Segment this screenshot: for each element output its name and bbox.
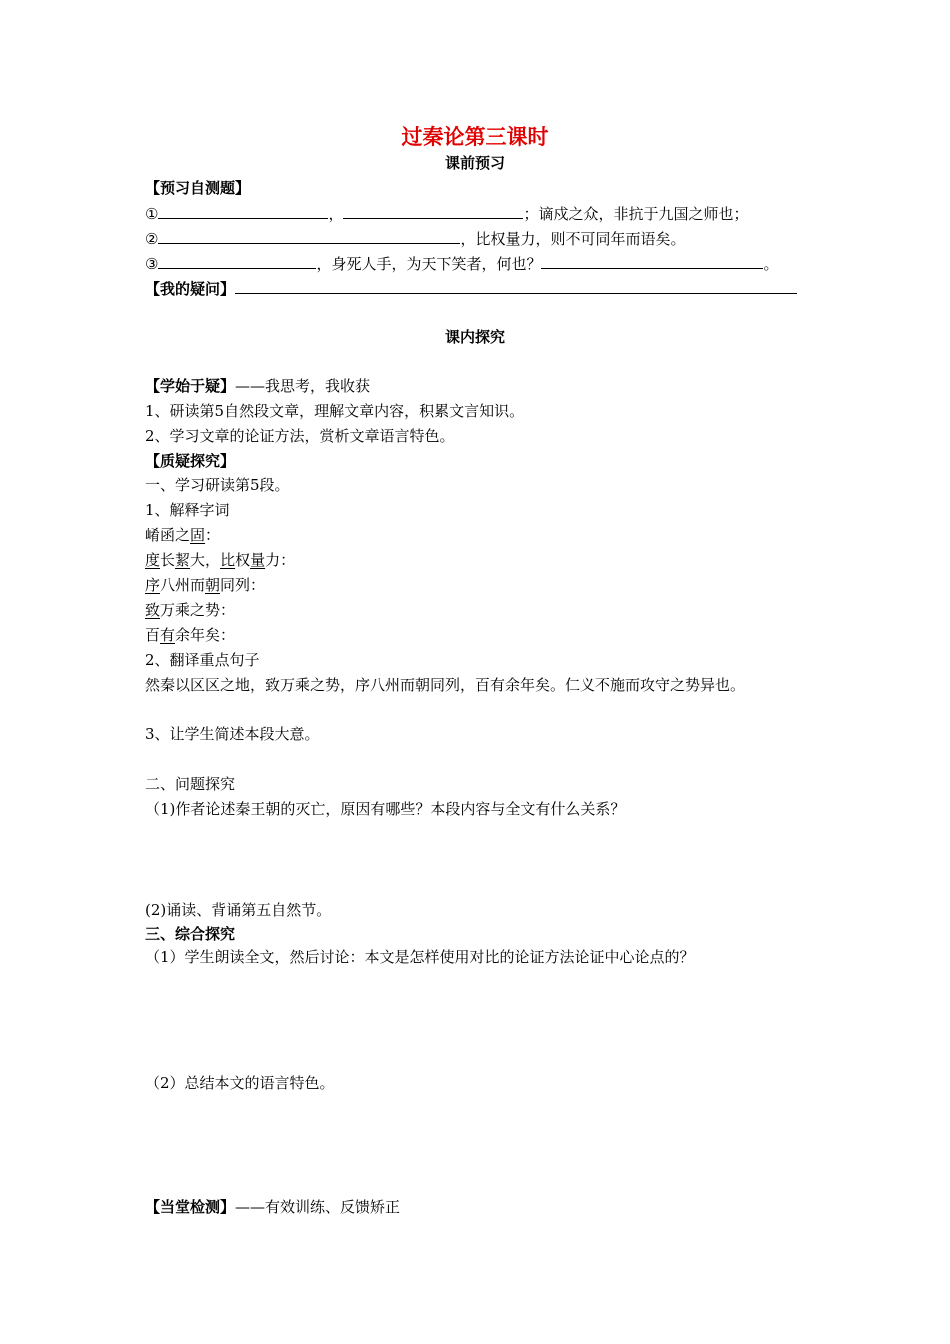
keyword: 有 — [160, 626, 176, 644]
pre-class-heading: 课前预习 — [444, 154, 505, 172]
answer-blank[interactable] — [158, 253, 316, 269]
answer-blank[interactable] — [343, 203, 523, 219]
question-3-1: （1）学生朗读全文，然后讨论：本文是怎样使用对比的论证方法论证中心论点的？ — [145, 948, 695, 966]
word-text: 大， — [190, 551, 221, 569]
keyword: 序 — [145, 576, 161, 594]
q1-separator: ， — [328, 205, 344, 223]
fill-line-1 — [145, 203, 748, 224]
answer-blank[interactable] — [235, 278, 797, 294]
q3-end: 。 — [763, 255, 779, 273]
keyword: 絜 — [175, 551, 191, 569]
question-3-2: （2）总结本文的语言特色。 — [145, 1074, 335, 1092]
key-sentence: 然秦以区区之地，致万乘之势，序八州而朝同列，百有余年矣。仁义不施而攻守之势异也。 — [145, 676, 746, 694]
section-1-heading: 一、学习研读第5段。 — [145, 476, 290, 494]
word-text: 同列： — [220, 576, 266, 594]
word-text: 崤函之 — [145, 526, 191, 544]
q1-text: ；谪戍之众，非抗于九国之师也； — [523, 205, 749, 223]
word-text: 八州而 — [160, 576, 206, 594]
question-2-2: (2)诵读、背诵第五自然节。 — [145, 901, 332, 919]
word-item-5 — [145, 625, 235, 645]
check-line — [145, 1197, 400, 1217]
in-class-heading: 课内探究 — [444, 328, 505, 346]
goal-1: 1、研读第5自然段文章，理解文章内容，积累文言知识。 — [145, 402, 525, 420]
self-test-label: 【预习自测题】 — [145, 179, 251, 197]
section-3-heading: 三、综合探究 — [145, 925, 236, 943]
word-text: 权 — [235, 551, 251, 569]
keyword: 量 — [250, 551, 266, 569]
word-item-3 — [145, 575, 265, 595]
keyword: 固 — [190, 526, 206, 544]
learn-subtitle: ——我思考，我收获 — [235, 377, 371, 395]
keyword: 致 — [145, 601, 161, 619]
my-question-line — [145, 278, 797, 299]
page-title: 过秦论第三课时 — [401, 124, 549, 149]
word-item-2 — [145, 550, 295, 570]
summary-task: 3、让学生简述本段大意。 — [145, 725, 320, 743]
word-text: ： — [205, 526, 221, 544]
q3-text: ，身死人手，为天下笑者，何也？ — [316, 255, 542, 273]
word-item-1 — [145, 525, 220, 545]
word-item-4 — [145, 600, 235, 620]
translate-heading: 2、翻译重点句子 — [145, 651, 260, 669]
learn-line — [145, 376, 370, 396]
q1-number: ① — [145, 205, 159, 223]
q2-number: ② — [145, 230, 159, 248]
q3-number: ③ — [145, 255, 159, 273]
my-question-label: 【我的疑问】 — [145, 280, 236, 298]
fill-line-3 — [145, 253, 778, 274]
word-text: 百 — [145, 626, 161, 644]
keyword: 度 — [145, 551, 161, 569]
question-2-1: （1)作者论述秦王朝的灭亡，原因有哪些？本段内容与全文有什么关系？ — [145, 800, 626, 818]
answer-blank[interactable] — [541, 253, 763, 269]
answer-blank[interactable] — [158, 203, 328, 219]
word-text: 长 — [160, 551, 176, 569]
answer-blank[interactable] — [158, 228, 460, 244]
goal-2: 2、学习文章的论证方法，赏析文章语言特色。 — [145, 427, 455, 445]
learn-label: 【学始于疑】 — [145, 377, 236, 395]
keyword: 比 — [220, 551, 236, 569]
word-text: 力： — [265, 551, 296, 569]
check-subtitle: ——有效训练、反馈矫正 — [235, 1198, 401, 1216]
explore-label: 【质疑探究】 — [145, 452, 236, 470]
word-explain-heading: 1、解释字词 — [145, 501, 230, 519]
fill-line-2 — [145, 228, 685, 249]
word-text: 余年矣： — [175, 626, 236, 644]
word-text: 万乘之势： — [160, 601, 236, 619]
section-2-heading: 二、问题探究 — [145, 775, 236, 793]
keyword: 朝 — [205, 576, 221, 594]
q2-text: ，比权量力，则不可同年而语矣。 — [460, 230, 686, 248]
check-label: 【当堂检测】 — [145, 1198, 236, 1216]
